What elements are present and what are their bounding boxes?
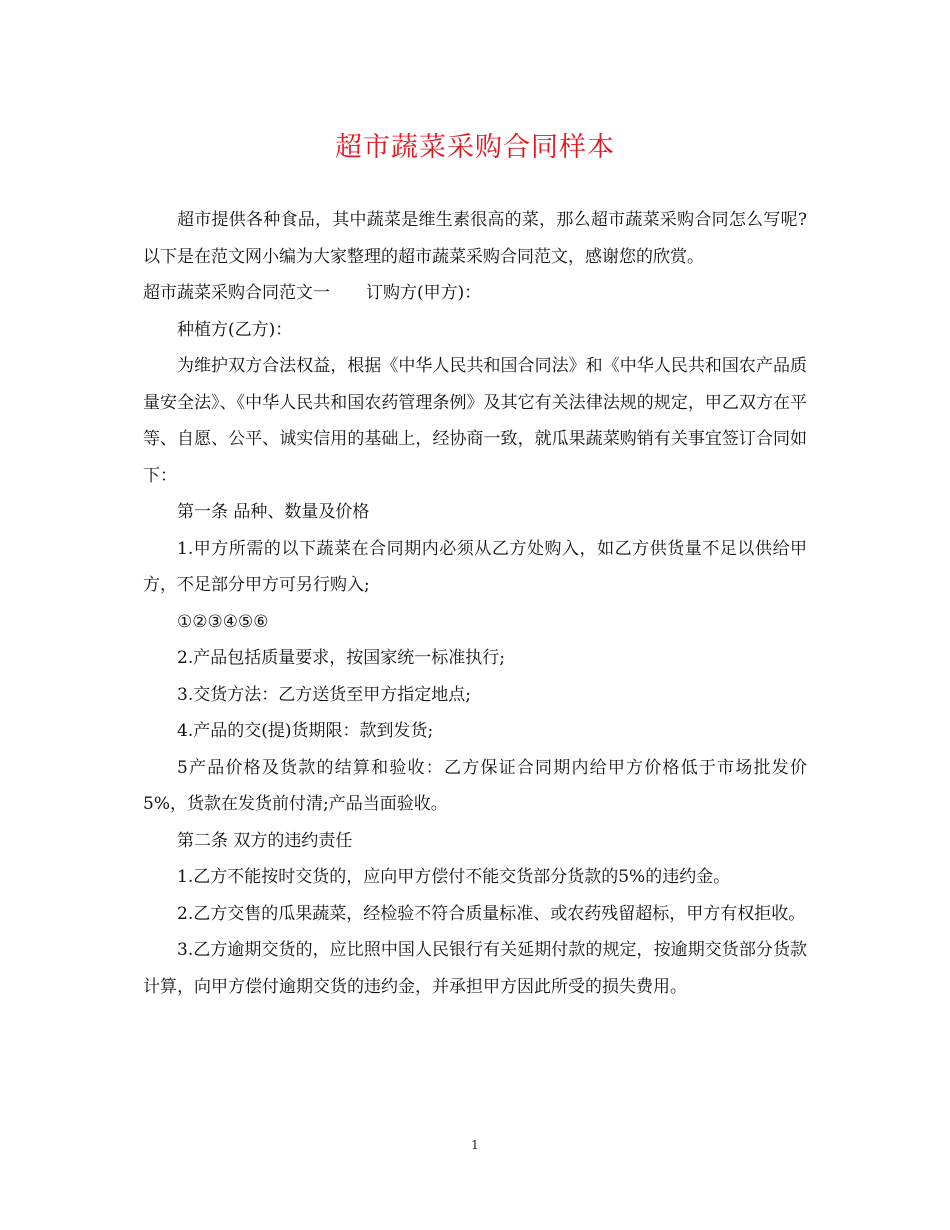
article-2-clause-3: 3.乙方逾期交货的，应比照中国人民银行有关延期付款的规定，按逾期交货部分货款计算，向甲方偿付逾期交货的违约金，并承担甲方因此所受的损失费用。 [143, 940, 807, 997]
article-1-title: 第一条 品种、数量及价格 [177, 502, 370, 522]
intro-paragraph: 超市提供各种食品，其中蔬菜是维生素很高的菜，那么超市蔬菜采购合同怎么写呢?以下是在范文网小编为大家整理的超市蔬菜采购合同范文，感谢您的欣赏。 [143, 210, 807, 267]
document-body [143, 202, 807, 1005]
party-b-label: 种植方(乙方)： [177, 319, 293, 340]
article-1-clause-5: 5产品价格及货款的结算和验收：乙方保证合同期内给甲方价格低于市场批发价5%，货款在发货前付清;产品当面验收。 [143, 757, 807, 814]
page-number: 1 [471, 1138, 479, 1152]
article-1-clause-3: 3.交货方法：乙方送货至甲方指定地点; [177, 684, 471, 705]
preamble-paragraph: 为维护双方合法权益，根据《中华人民共和国合同法》和《中华人民共和国农产品质量安全法》、《中华人民共和国农药管理条例》及其它有关法律法规的规定，甲乙双方在平等、自愿、公平、诚实信用的基础上，经协商一致，就瓜果蔬菜购销有关事宜签订合同如下： [143, 356, 807, 486]
sample-heading-line [143, 275, 807, 312]
article-2-title: 第二条 双方的违约责任 [177, 830, 353, 851]
article-1-clause-1: 1.甲方所需的以下蔬菜在合同期内必须从乙方处购入，如乙方供货量不足以供给甲方，不足部分甲方可另行购入; [143, 538, 807, 595]
party-a-label: 订购方(甲方)： [366, 283, 482, 303]
article-1-clause-2: 2.产品包括质量要求，按国家统一标准执行; [177, 648, 505, 668]
sample-heading: 超市蔬菜采购合同范文一 [143, 283, 330, 303]
article-2-clause-1: 1.乙方不能按时交货的，应向甲方偿付不能交货部分货款的5%的违约金。 [177, 867, 731, 887]
article-2-clause-2: 2.乙方交售的瓜果蔬菜，经检验不符合质量标准、或农药残留超标，甲方有权拒收。 [177, 903, 806, 924]
article-1-clause-4: 4.产品的交(提)货期限：款到发货; [177, 721, 434, 741]
article-1-items: ①②③④⑤⑥ [177, 611, 269, 632]
document-title: 超市蔬菜采购合同样本 [335, 132, 615, 163]
